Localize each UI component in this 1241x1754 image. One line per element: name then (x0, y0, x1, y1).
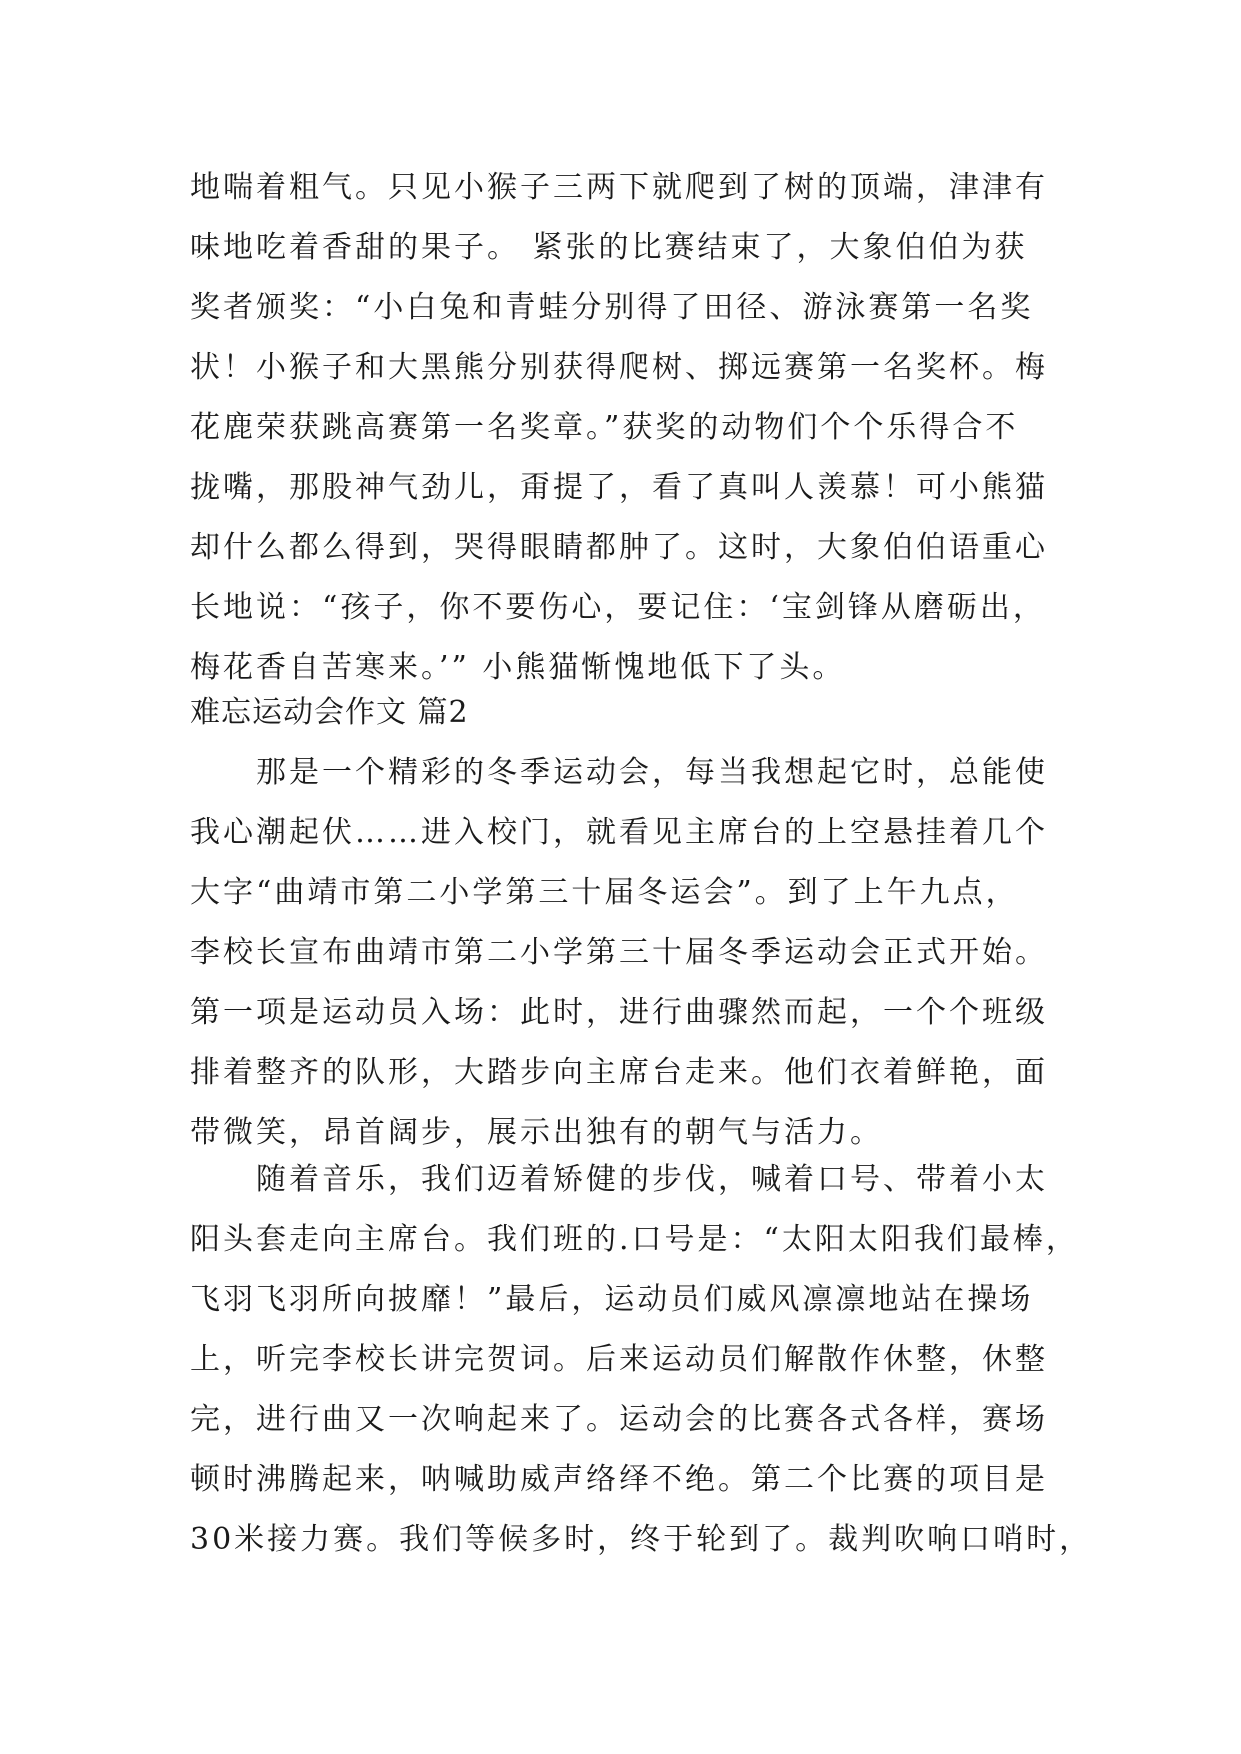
paragraph-line: 味地吃着香甜的果子。 紧张的比赛结束了，大象伯伯为获 (190, 230, 1028, 265)
paragraph-line: 花鹿荣获跳高赛第一名奖章。”获奖的动物们个个乐得合不 (190, 410, 1019, 445)
paragraph-line: 状！小猴子和大黑熊分别获得爬树、掷远赛第一名奖杯。梅 (190, 350, 1048, 385)
continuation-paragraph (190, 158, 1070, 698)
paragraph-line: 奖者颁奖：“小白兔和青蛙分别得了田径、游泳赛第一名奖 (190, 290, 1034, 325)
paragraph-line: 完，进行曲又一次响起来了。运动会的比赛各式各样，赛场 (190, 1402, 1048, 1437)
paragraph-line: 排着整齐的队形，大踏步向主席台走来。他们衣着鲜艳，面 (190, 1055, 1048, 1090)
paragraph-line: 我心潮起伏……进入校门，就看见主席台的上空悬挂着几个 (190, 815, 1048, 850)
paragraph-line: 大字“曲靖市第二小学第三十届冬运会”。到了上午九点， (190, 875, 1019, 910)
paragraph-line: 飞羽飞羽所向披靡！”最后，运动员们威风凛凛地站在操场 (190, 1282, 1034, 1317)
paragraph-line: 梅花香自苦寒来。’” 小熊猫惭愧地低下了头。 (190, 650, 846, 685)
paragraph-2 (190, 1150, 1093, 1570)
paragraph-1 (190, 743, 1070, 1163)
paragraph-line: 拢嘴，那股神气劲儿，甭提了，看了真叫人羡慕！可小熊猫 (190, 470, 1048, 505)
paragraph-line: 上，听完李校长讲完贺词。后来运动员们解散作休整，休整 (190, 1342, 1048, 1377)
paragraph-line: 30米接力赛。我们等候多时，终于轮到了。裁判吹响口哨时， (190, 1522, 1093, 1557)
paragraph-line: 顿时沸腾起来，呐喊助威声络绎不绝。第二个比赛的项目是 (190, 1462, 1048, 1497)
paragraph-line: 地喘着粗气。只见小猴子三两下就爬到了树的顶端，津津有 (190, 170, 1048, 205)
section-heading: 难忘运动会作文 篇2 (190, 695, 469, 730)
paragraph-line: 第一项是运动员入场：此时，进行曲骤然而起，一个个班级 (190, 995, 1048, 1030)
paragraph-line: 带微笑，昂首阔步，展示出独有的朝气与活力。 (190, 1115, 883, 1150)
paragraph-line: 却什么都么得到，哭得眼睛都肿了。这时，大象伯伯语重心 (190, 530, 1048, 565)
paragraph-line: 阳头套走向主席台。我们班的.口号是：“太阳太阳我们最棒， (190, 1222, 1079, 1257)
paragraph-line: 那是一个精彩的冬季运动会，每当我想起它时，总能使 (256, 755, 1048, 790)
paragraph-line: 随着音乐，我们迈着矫健的步伐，喊着口号、带着小太 (256, 1162, 1048, 1197)
paragraph-line: 李校长宣布曲靖市第二小学第三十届冬季运动会正式开始。 (190, 935, 1048, 970)
paragraph-line: 长地说：“孩子，你不要伤心，要记住：‘宝剑锋从磨砺出， (190, 590, 1046, 625)
